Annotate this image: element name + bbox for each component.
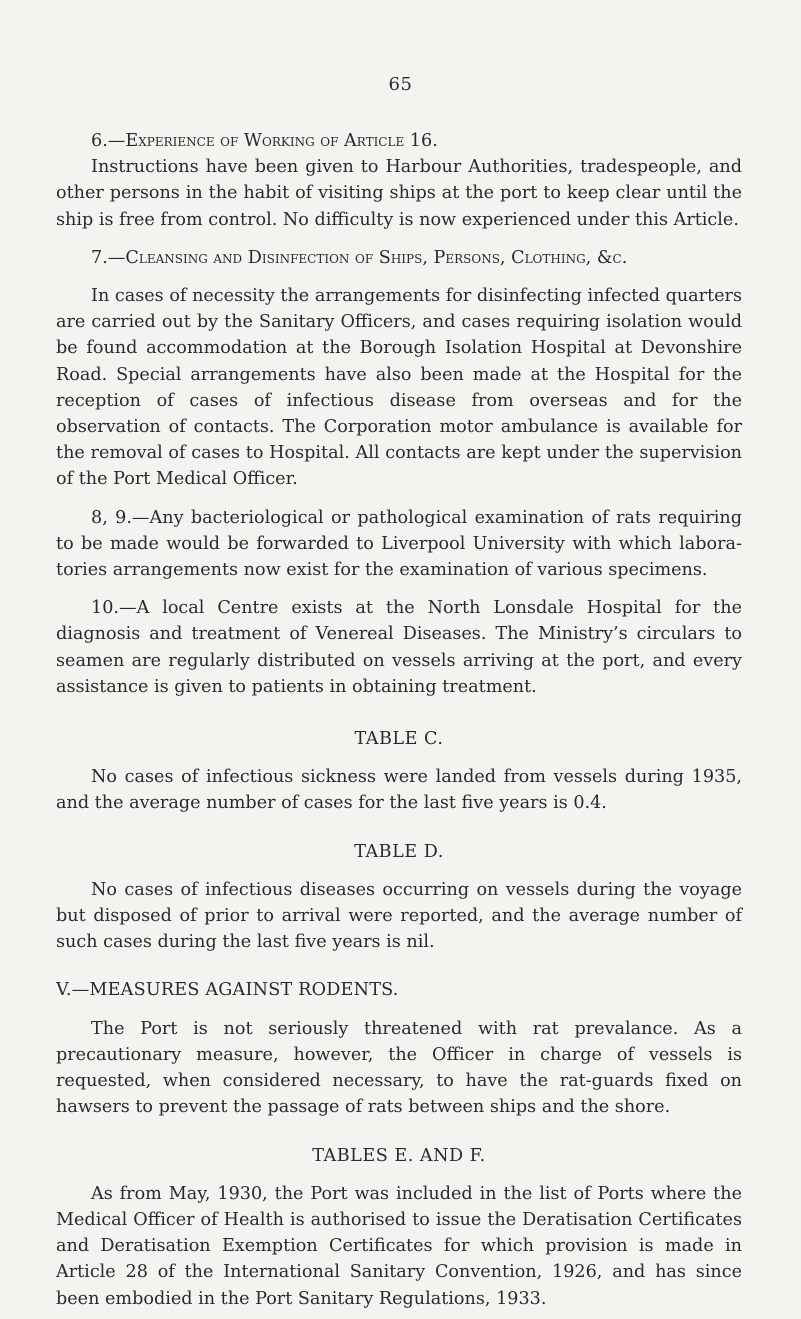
section-6-heading <box>56 128 742 154</box>
table-d-body: No cases of infectious diseases occurring on vessels during the voyage but disposed of prior to arrival were reported, and the average number of such cases during the last five years is nil. <box>56 879 742 953</box>
section-8-9-body: 8, 9.—Any bacteriological or pathological examination of rats requiring to be made would be forwarded to Liverpool University with which laboratories arrangements now exist for the examination of various specimens. <box>56 507 742 581</box>
table-c-body: No cases of infectious sickness were landed from vessels during 1935, and the average number of cases for the last five years is 0.4. <box>56 767 742 814</box>
section-6-title: Experience of Working of Article 16. <box>125 131 438 151</box>
page-number: 65 <box>388 74 413 95</box>
section-7-body: In cases of necessity the arrangements for disinfecting infected quarters are carried out by the Sanitary Officers, and cases requiring isolation would be found accommodation at the Borough Isolation Hospital at Devonshire Road. Special arrangements have also been made at the Hospital for the reception of cases of infectious disease from overseas and for the observation of contacts. The Corporation motor ambulance is available for the removal of cases to Hospital. All contacts are kept under the supervision of the Port Medical Officer. <box>56 286 742 490</box>
section-7-heading <box>56 245 742 271</box>
page-content <box>56 128 742 1312</box>
section-10-body: 10.—A local Centre exists at the North Lonsdale Hospital for the diagnosis and treatment of Venereal Diseases. The Ministry’s circulars to seamen are regularly distributed on vessels arriving at the port, and every assistance is given to patients in obtaining treatment. <box>56 598 742 697</box>
section-v-body: The Port is not seriously threatened with rat prevalance. As a precautionary measure, however, the Officer in charge of vessels is requested, when considered necessary, to have the rat-guards fixed on hawsers to prevent the passage of rats between ships and the shore. <box>56 1018 742 1118</box>
section-6-number: 6.— <box>91 131 126 151</box>
section-7-number: 7.— <box>91 247 126 268</box>
section-7-title: Cleansing and Disinfection of Ships, Persons, Clothing, &c. <box>125 247 628 268</box>
table-c-title: TABLE C. <box>354 729 444 750</box>
table-d-title: TABLE D. <box>354 841 444 862</box>
section-6-body: Instructions have been given to Harbour Authorities, tradespeople, and other persons in the habit of visiting ships at the port to keep clear until the ship is free from control. No difficulty is now experienced under this Article. <box>56 157 742 230</box>
section-v-title: V.—MEASURES AGAINST RODENTS. <box>56 980 399 1001</box>
tables-e-f-title: TABLES E. AND F. <box>312 1145 486 1166</box>
tables-e-f-body: As from May, 1930, the Port was included in the list of Ports where the Medical Officer of Health is authorised to issue the Deratisation Certificates and Deratisation Exemption Certificates for which provision is made in Article 28 of the International Sanitary Convention, 1926, and has since been embodied in the Port Sanitary Regulations, 1933. <box>56 1183 742 1309</box>
